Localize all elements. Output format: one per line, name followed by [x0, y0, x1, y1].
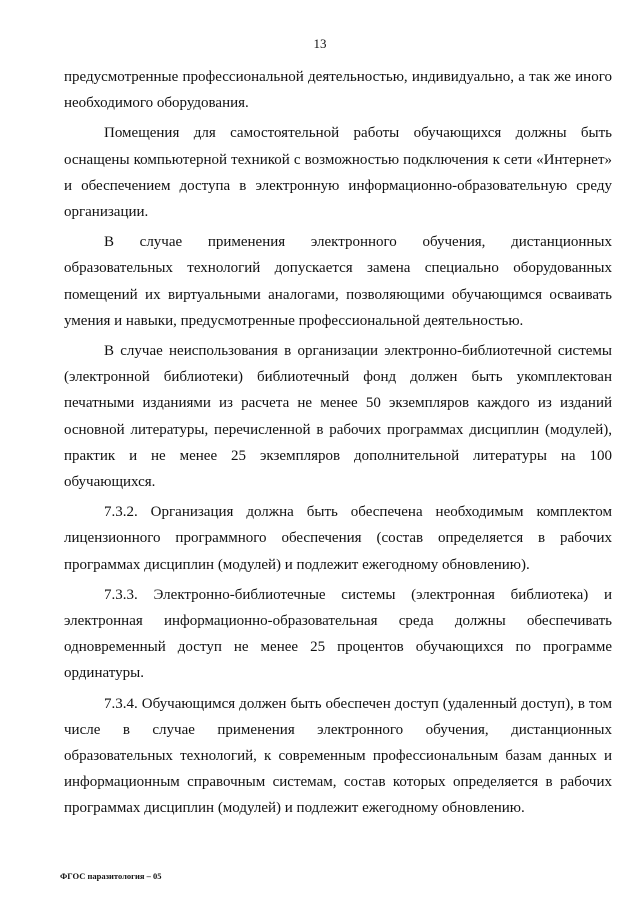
paragraph-equipment-continued: предусмотренные профессиональной деятельностью, индивидуально, а так же иного необходимого оборудования. [64, 69, 612, 112]
footer-label: ФГОС паразитология – 05 [60, 871, 162, 881]
paragraph-7-3-3: 7.3.3. Электронно-библиотечные системы (электронная библиотека) и электронная информационно-образовательная среда должны обеспечивать одновременный доступ не менее 25 процентов обучающихся по программе ординатуры. [64, 586, 612, 682]
paragraph-7-3-2: 7.3.2. Организация должна быть обеспечена необходимым комплектом лицензионного программного обеспечения (состав определяется в рабочих программах дисциплин (модулей) и подлежит ежегодному обновлению). [64, 504, 612, 573]
paragraph-e-learning-replacement: В случае применения электронного обучения, дистанционных образовательных технологий допускается замена специально оборудованных помещений их виртуальными аналогами, позволяющими обучающимся осваивать умения и навыки, предусмотренные профессиональной деятельностью. [64, 234, 612, 329]
paragraph-library-fund: В случае неиспользования в организации электронно-библиотечной системы (электронной библиотеки) библиотечный фонд должен быть укомплектован печатными изданиями из расчета не менее 50 экземпляров каждого из изданий основной литературы, перечисленной в рабочих программах дисциплин (модулей), практик и не менее 25 экземпляров дополнительной литературы на 100 обучающихся. [64, 343, 612, 491]
paragraph-7-3-4: 7.3.4. Обучающимся должен быть обеспечен доступ (удаленный доступ), в том числе в случае применения электронного обучения, дистанционных образовательных технологий, к современным профессиональным базам данных и информационным справочным системам, состав которых определяется в рабочих программах дисциплин (модулей) и подлежит ежегодному обновлению. [64, 695, 612, 817]
page-number: 13 [313, 36, 327, 51]
paragraph-self-study-rooms: Помещения для самостоятельной работы обучающихся должны быть оснащены компьютерной техникой с возможностью подключения к сети «Интернет» и обеспечением доступа в электронную информационно-образовательную среду организации. [64, 125, 612, 221]
document-body [64, 64, 612, 826]
